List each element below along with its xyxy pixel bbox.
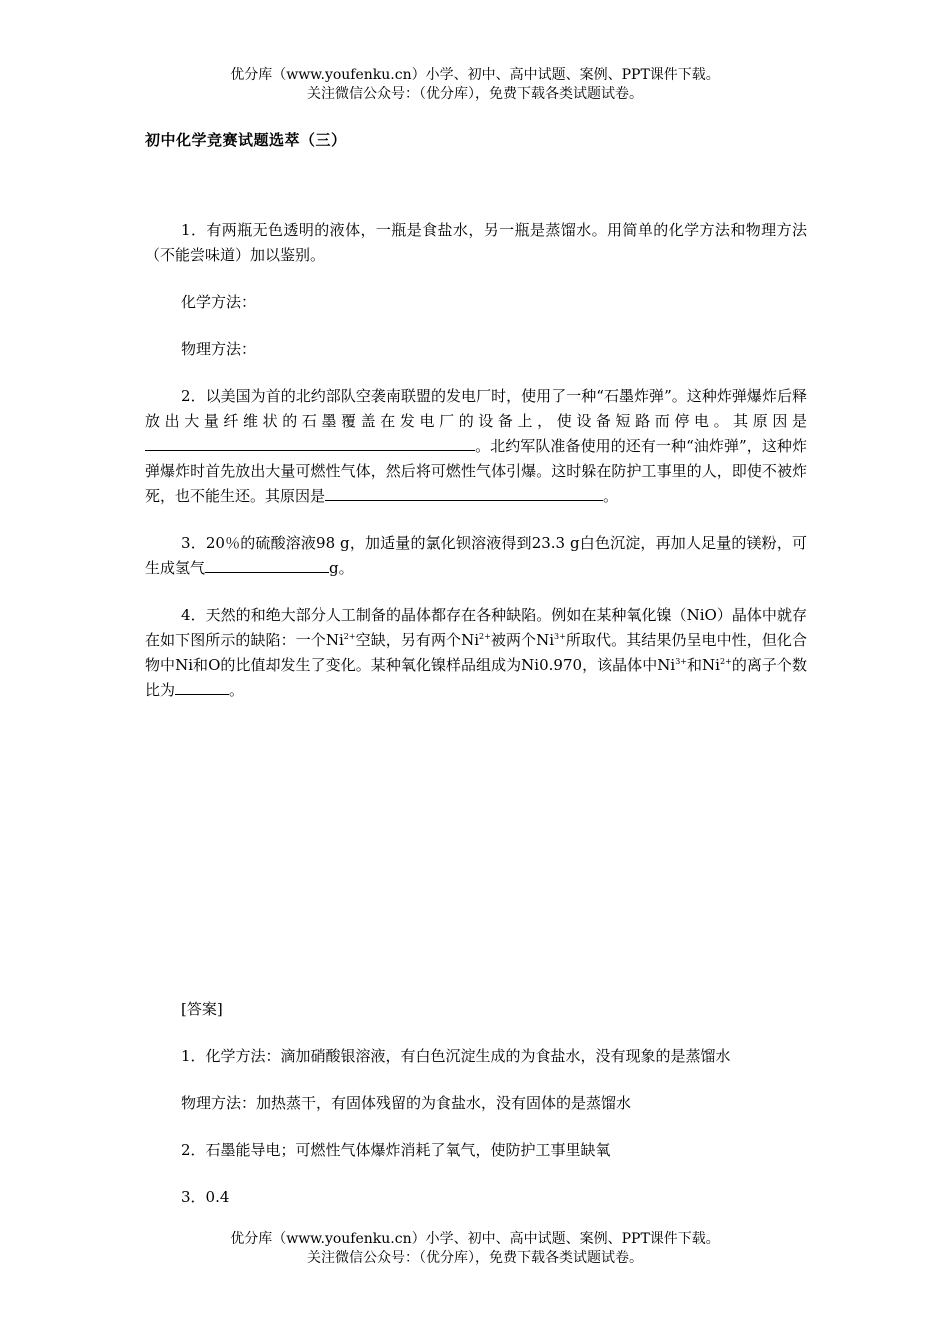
superscript: 3+ (554, 632, 566, 641)
question-4-text-e: 和Ni (686, 656, 720, 674)
answer-blank (325, 484, 595, 501)
answer-blank (205, 556, 329, 573)
header-line-2: 关注微信公众号：（优分库），免费下载各类试题试卷。 (307, 86, 643, 102)
superscript: 2+ (479, 632, 491, 641)
question-4-text-d: 所取代。其结果仍呈电中性，但化合物中Ni和O的比值却发生了变化。某种氧化镍样品组成为Ni0.970，该晶体中Ni (145, 631, 807, 674)
superscript: 3+ (675, 657, 687, 666)
questions-section (145, 218, 807, 725)
answer-3: 3．0.4 (181, 1188, 230, 1206)
superscript: 2+ (343, 632, 356, 641)
question-3 (145, 531, 807, 581)
question-3-text-b: g。 (329, 559, 354, 577)
question-4 (145, 603, 807, 703)
question-4-text-a: 4．天然的和绝大部分人工制备的晶体都存在各种缺陷。例如在某种氧化镍（NiO）晶体中就存在如下图所示的缺陷：一个Ni (145, 606, 807, 649)
answer-blank (175, 678, 229, 695)
question-4-text-c: 被两个Ni (490, 631, 555, 649)
answer-1-physical: 物理方法：加热蒸干，有固体残留的为食盐水，没有固体的是蒸馏水 (181, 1094, 632, 1112)
page-footer (0, 1230, 950, 1268)
question-1-chemical-method: 化学方法： (181, 293, 257, 311)
answer-blank (595, 484, 603, 501)
question-4-text-f: 的离子个数比为 (145, 656, 807, 699)
question-3-text-a: 3．20％的硫酸溶液98 g，加适量的氯化钡溶液得到23.3 g白色沉淀，再加人足量的镁粉，可生成氢气 (145, 534, 807, 577)
footer-line-2: 关注微信公众号：（优分库），免费下载各类试题试卷。 (307, 1250, 643, 1266)
question-2 (145, 384, 807, 509)
question-1: 1．有两瓶无色透明的液体，一瓶是食盐水，另一瓶是蒸馏水。用简单的化学方法和物理方法（不能尝味道）加以鉴别。 (145, 221, 807, 264)
question-2-text-c: 。 (603, 487, 619, 505)
answers-label: [答案] (181, 1000, 223, 1018)
page-header (0, 66, 950, 104)
answers-section (181, 997, 821, 1232)
document-title: 初中化学竞赛试题选萃（三） (145, 131, 347, 149)
answer-2: 2．石墨能导电；可燃性气体爆炸消耗了氧气，使防护工事里缺氧 (181, 1141, 611, 1159)
question-2-text-b: 。北约军队准备使用的还有一种“油炸弹”，这种炸弹爆炸时首先放出大量可燃性气体，然后将可燃性气体引爆。这时躲在防护工事里的人，即使不被炸死，也不能生还。其原因是 (145, 437, 807, 505)
footer-line-1: 优分库（www.youfenku.cn）小学、初中、高中试题、案例、PPT课件下载。 (230, 1231, 720, 1247)
answer-blank (145, 434, 475, 451)
header-line-1: 优分库（www.youfenku.cn）小学、初中、高中试题、案例、PPT课件下载。 (230, 67, 720, 83)
question-4-text-g: 。 (229, 681, 245, 699)
answer-1-chemical: 1．化学方法：滴加硝酸银溶液，有白色沉淀生成的为食盐水，没有现象的是蒸馏水 (181, 1047, 731, 1065)
question-1-physical-method: 物理方法： (181, 340, 257, 358)
question-4-text-b: 空缺，另有两个Ni (355, 631, 480, 649)
question-2-text-a: 2．以美国为首的北约部队空袭南联盟的发电厂时，使用了一种“石墨炸弹”。这种炸弹爆炸后释放出大量纤维状的石墨覆盖在发电厂的设备上，使设备短路而停电。其原因是 (145, 387, 807, 430)
superscript: 2+ (719, 657, 732, 666)
